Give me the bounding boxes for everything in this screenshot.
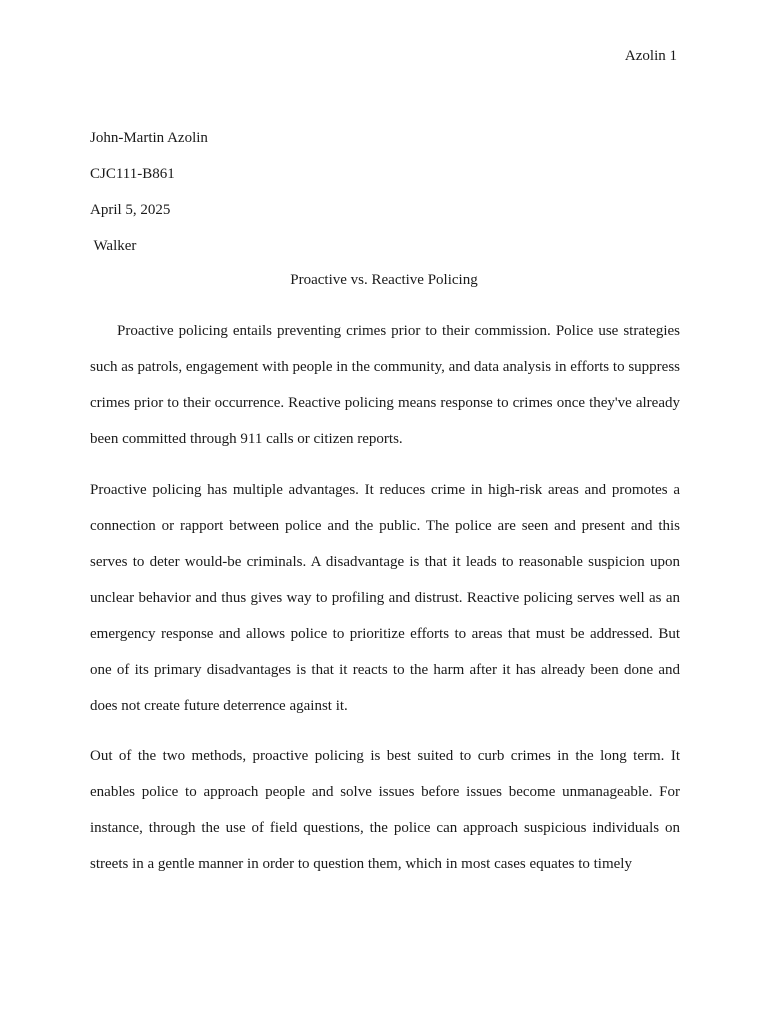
heading-block	[90, 120, 680, 264]
instructor-name: Walker	[90, 238, 137, 254]
paragraph-1	[90, 313, 680, 457]
paragraph-text: Proactive policing has multiple advantages. It reduces crime in high-risk areas and promotes a connection or rapport between police and the public. The police are seen and present and this serves to deter would-be criminals. A disadvantage is that it leads to reasonable suspicion upon unclear behavior and thus gives way to profiling and distrust. Reactive policing serves well as an emergency response and allows police to prioritize efforts to areas that must be addressed. But one of its primary disadvantages is that it reacts to the harm after it has already been done and does not create future deterrence against it.	[90, 482, 680, 714]
essay-title: Proactive vs. Reactive Policing	[290, 272, 478, 288]
running-head: Azolin 1	[624, 48, 677, 64]
paragraph-2	[90, 472, 680, 724]
author-name: John-Martin Azolin	[90, 130, 208, 146]
paragraph-text: Proactive policing entails preventing crimes prior to their commission. Police use strategies such as patrols, engagement with people in the community, and data analysis in efforts to suppress crimes prior to their occurrence. Reactive policing means response to crimes once they've already been committed through 911 calls or citizen reports.	[90, 323, 680, 447]
course-code: CJC111-B861	[90, 166, 175, 182]
submission-date: April 5, 2025	[90, 202, 171, 218]
paragraph-3	[90, 738, 680, 882]
paragraph-text: Out of the two methods, proactive policing is best suited to curb crimes in the long term. It enables police to approach people and solve issues before issues become unmanageable. For instance, through the use of field questions, the police can approach suspicious individuals on streets in a gentle manner in order to question them, which in most cases equates to timely	[90, 748, 680, 872]
